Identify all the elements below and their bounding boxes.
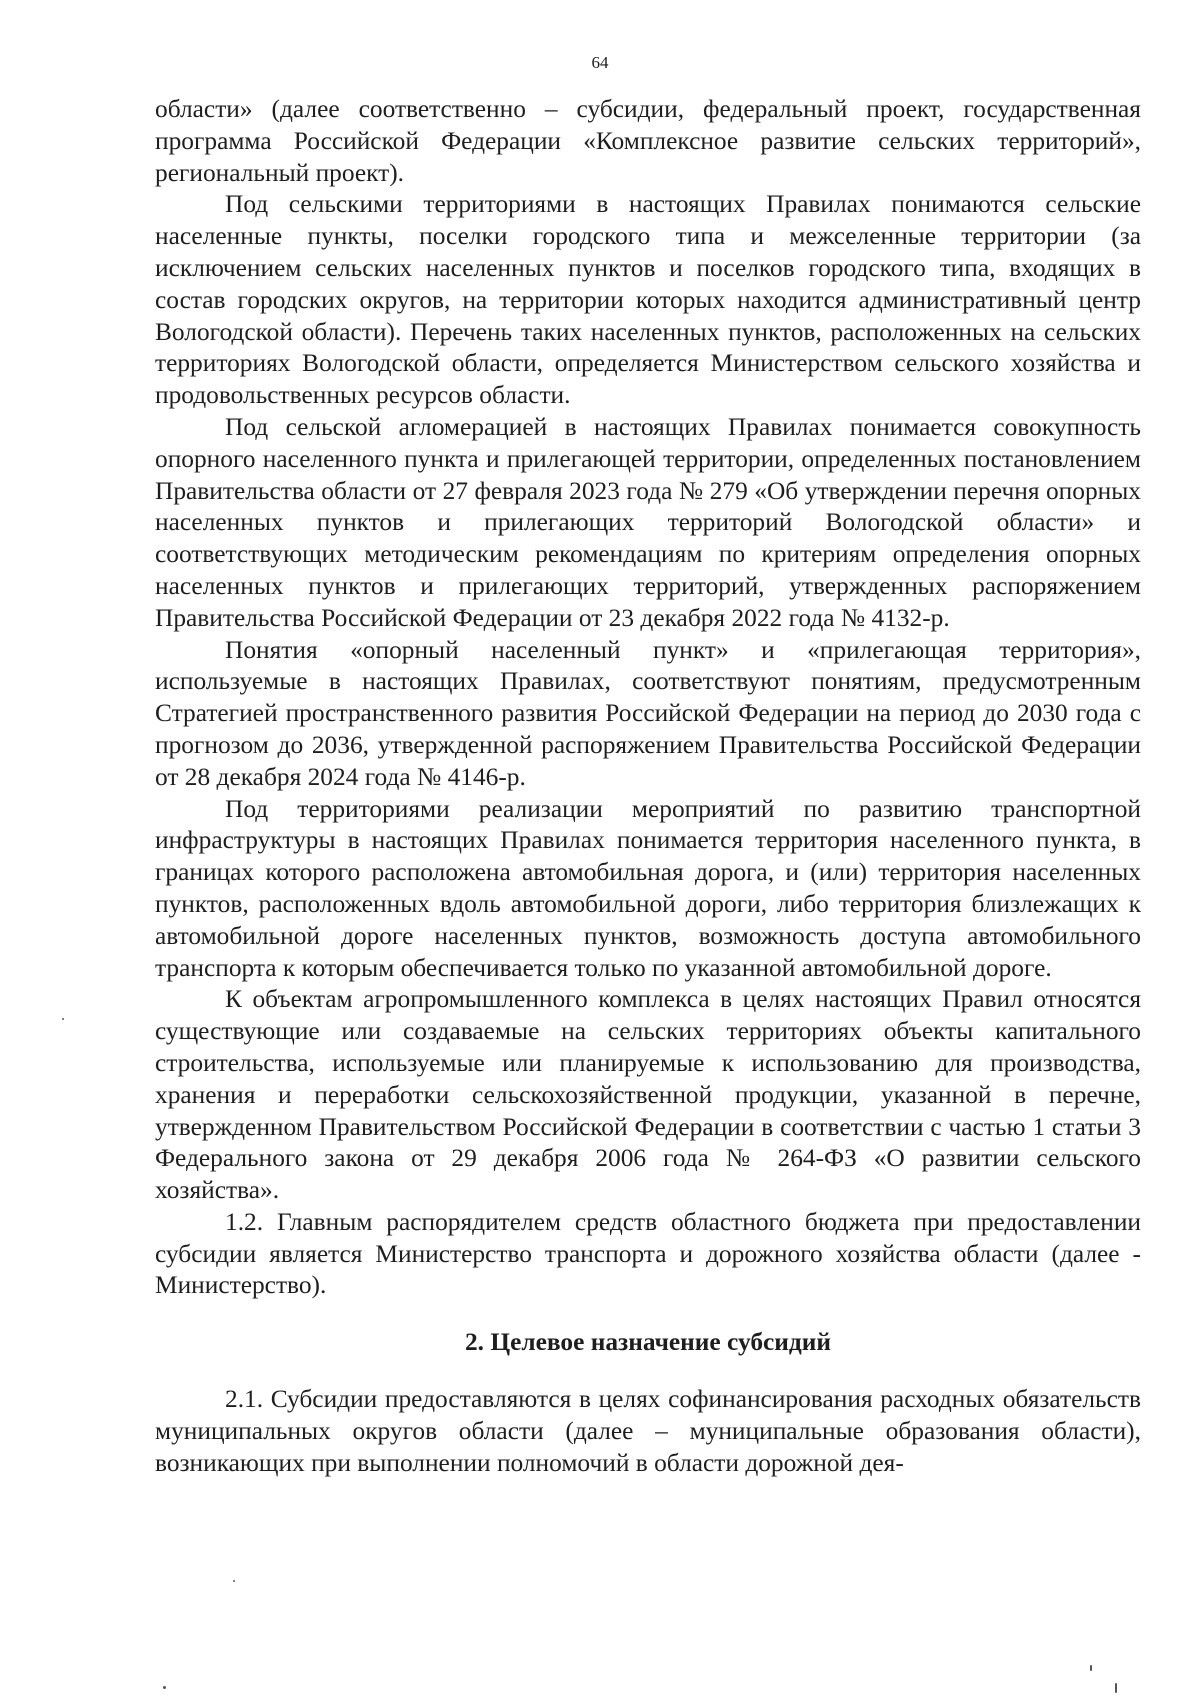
scan-speck [1115,1683,1117,1693]
section-title: 2. Целевое назначение субсидий [464,1328,832,1357]
paragraph-rural-territories: Под сельскими территориями в настоящих Правилах понимаются сельские населенные пункты, поселки городского типа и межселенные территории (за исключением сельских населенных пунктов и поселков городского типа, входящих в состав городских округов, на территории которых находится административный центр Вологодской области). Перечень таких населенных пунктов, расположенных на сельских территориях Вологодской области, определяется Министерством сельского хозяйства и продовольственных ресурсов области. [155,190,1141,410]
paragraph-reference-settlement: Понятия «опорный населенный пункт» и «прилегающая территория», используемые в настоящих Правилах, соответствуют понятиям, предусмотренным Стратегией пространственного развития Российской Федерации на период до 2030 года с прогнозом до 2036, утвержденной распоряжением Правительства Российской Федерации от 28 декабря 2024 года № 4146-р. [155,635,1141,791]
document-body [155,94,1141,1479]
scan-speck [1090,1665,1092,1671]
paragraph-subsidy-purpose: 2.1. Субсидии предоставляются в целях софинансирования расходных обязательств муниципальных округов области (далее – муниципальные образования области), возникающих при выполнении полномочий в области дорожной дея- [155,1385,1141,1477]
paragraph-main-distributor: 1.2. Главным распорядителем средств областного бюджета при предоставлении субсидии является Министерство транспорта и дорожного хозяйства области (далее - Министерство). [155,1207,1141,1300]
paragraph-rural-agglomeration: Под сельской агломерацией в настоящих Правилах понимается совокупность опорного населенного пункта и прилегающей территории, определенных постановлением Правительства области от 27 февраля 2023 года № 279 «Об утверждении перечня опорных населенных пунктов и прилегающих территорий Вологодской области» и соответствующих методическим рекомендациям по критериям определения опорных населенных пунктов и прилегающих территорий, утвержденных распоряжением Правительства Российской Федерации от 23 декабря 2022 года № 4132-р. [155,412,1141,632]
paragraph-transport-territories: Под территориями реализации мероприятий по развитию транспортной инфраструктуры в настоящих Правилах понимается территория населенного пункта, в границах которого расположена автомобильная дорога, и (или) территория населенных пунктов, расположенных вдоль автомобильной дороги, либо территория близлежащих к автомобильной дороге населенных пунктов, возможность доступа автомобильного транспорта к которым обеспечивается только по указанной автомобильной дороге. [155,794,1141,982]
scan-speck [233,1580,235,1582]
paragraph-continuation: области» (далее соответственно – субсидии, федеральный проект, государственная программа Российской Федерации «Комплексное развитие сельских территорий», региональный проект). [155,95,1141,187]
paragraph-agro-objects: К объектам агропромышленного комплекса в целях настоящих Правил относятся существующие или создаваемые на сельских территориях объекты капитального строительства, используемые или планируемые к использованию для производства, хранения и переработки сельскохозяйственной продукции, указанной в перечне, утвержденном Правительством Российской Федерации в соответствии с частью 1 статьи 3 Федерального закона от 29 декабря 2006 года № 264-ФЗ «О развитии сельского хозяйства». [155,985,1141,1205]
page-number: 64 [591,53,609,72]
scan-speck [163,1686,166,1689]
scan-speck [62,1018,64,1020]
